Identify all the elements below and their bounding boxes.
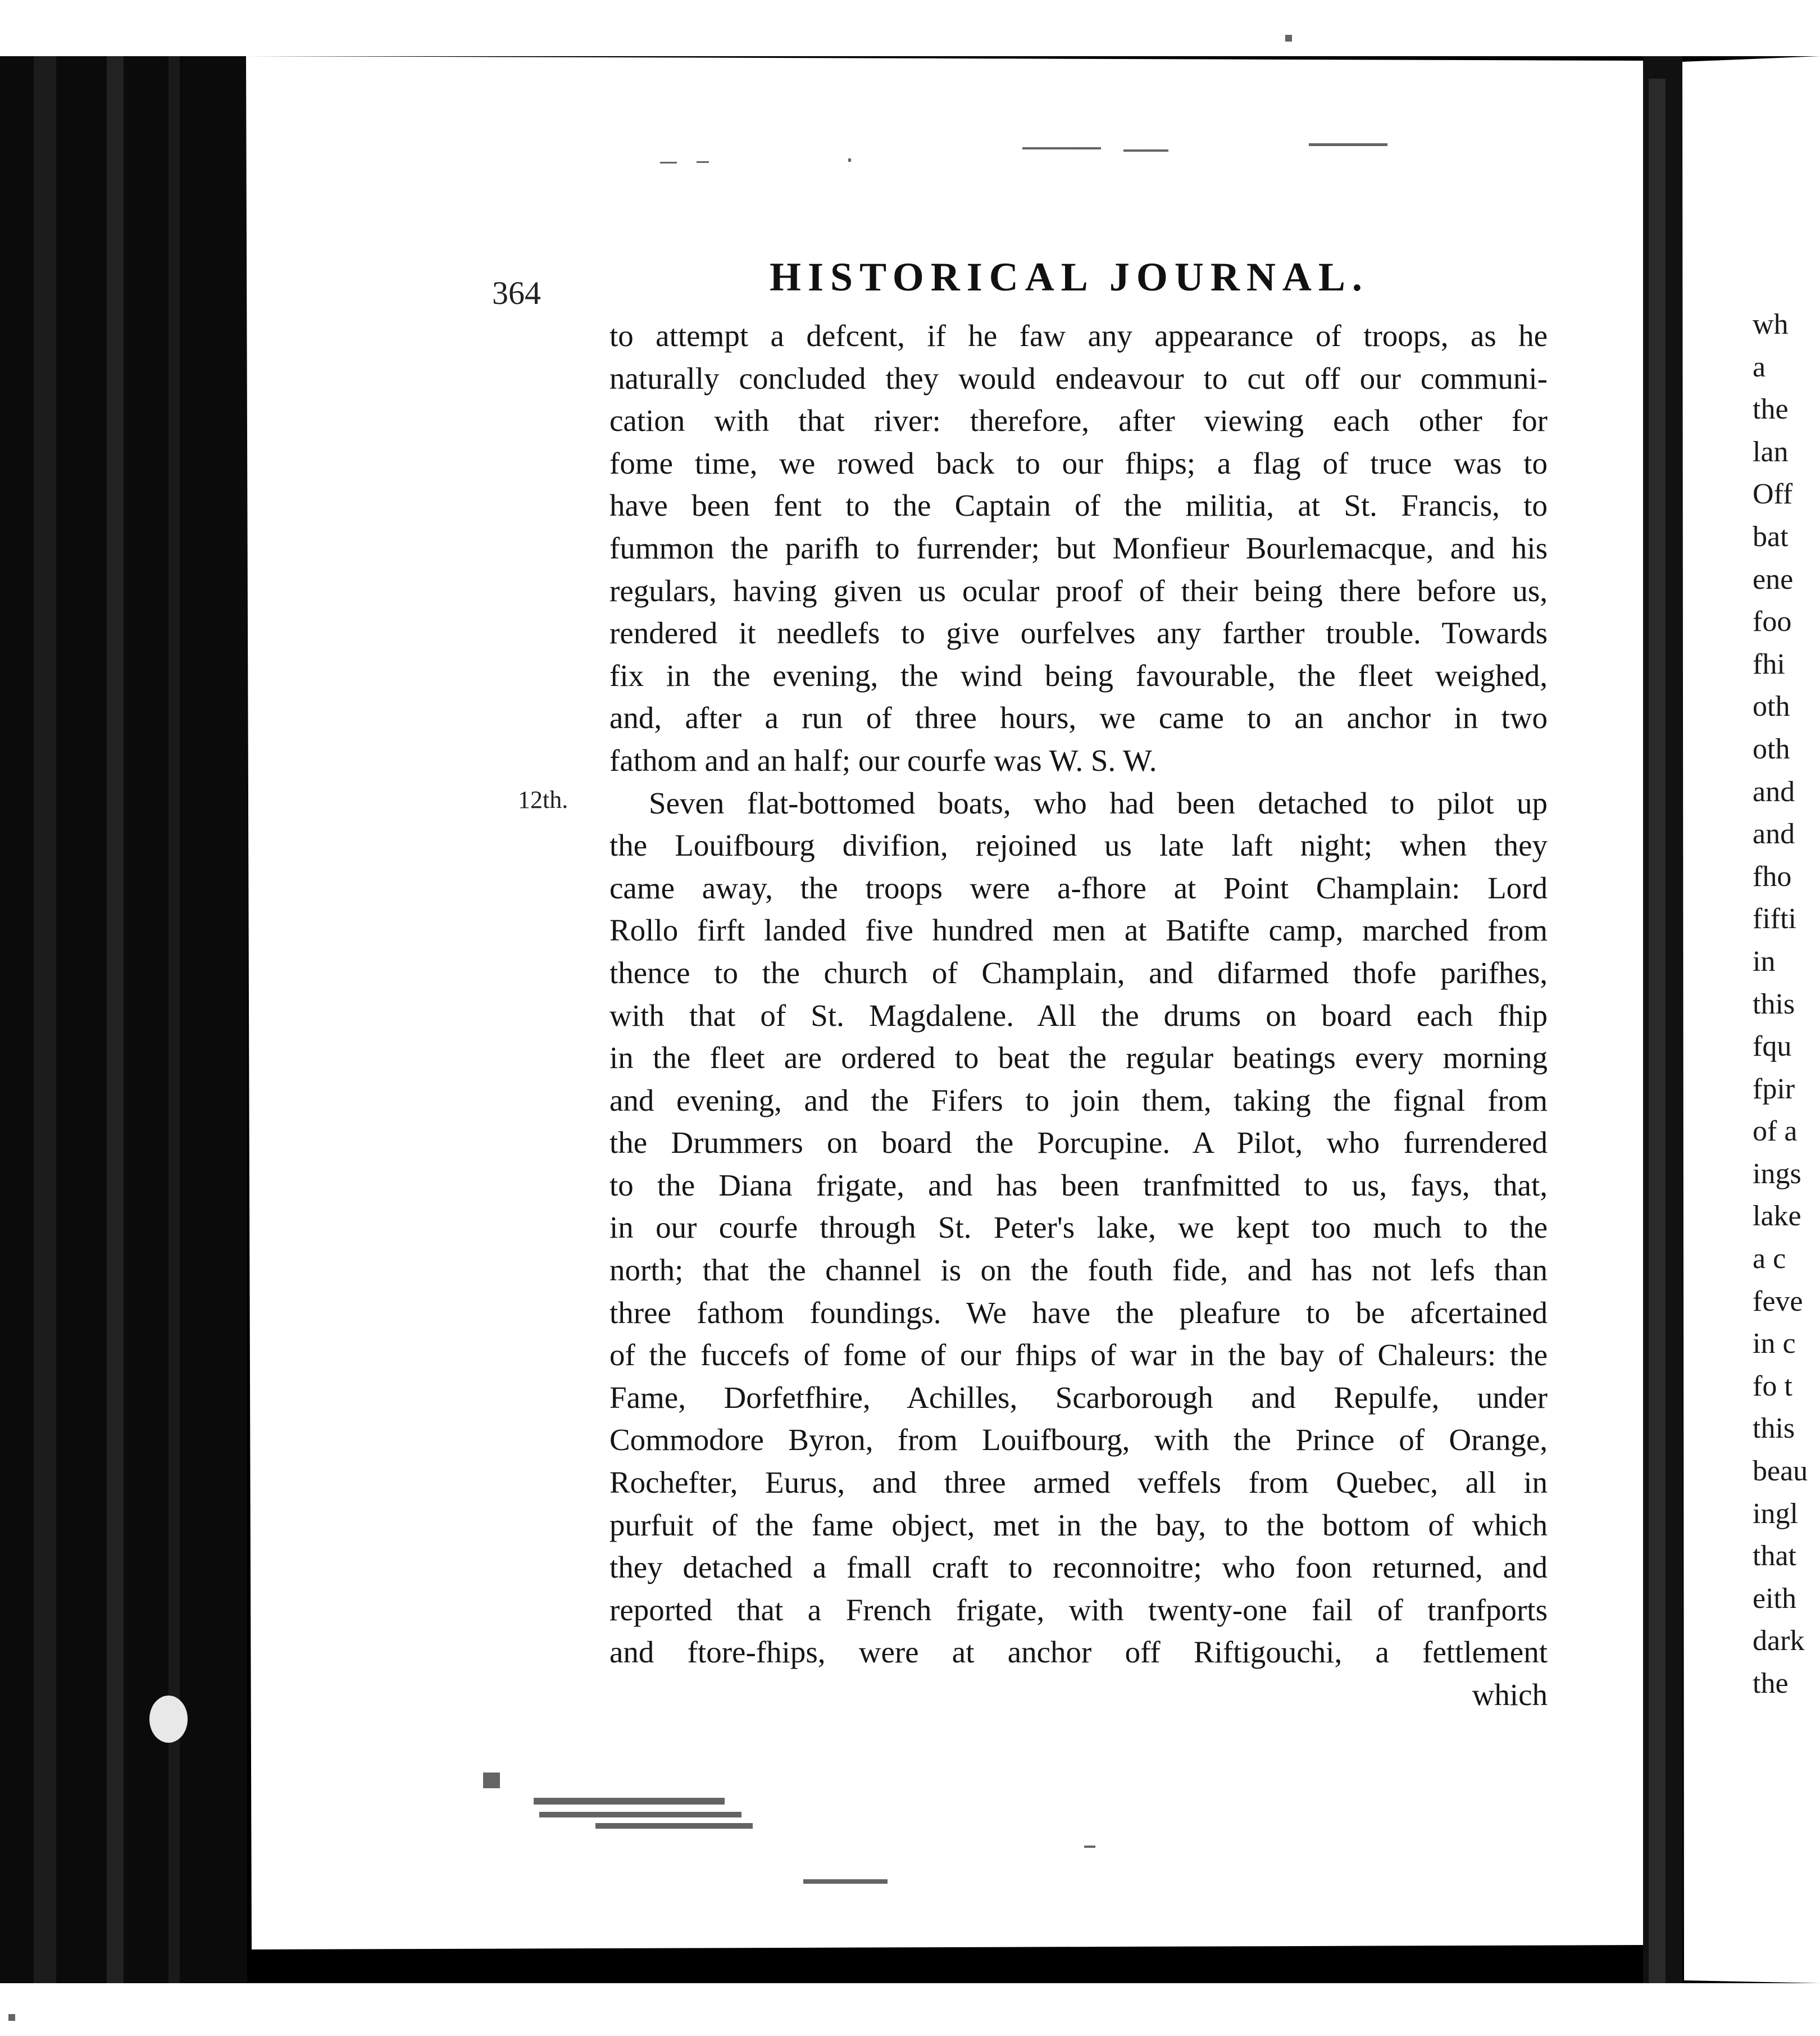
running-title: HISTORICAL JOURNAL. xyxy=(770,254,1369,299)
text-line: cation with that river: therefore, after viewing each other for xyxy=(609,403,1548,438)
text-line: purfuit of the fame object, met in the bay, to the bottom of which xyxy=(609,1507,1548,1542)
facing-page-fragment: that xyxy=(1753,1540,1796,1573)
facing-page-fragment: oth xyxy=(1753,690,1790,723)
text-line: Rollo firft landed five hundred men at Batifte camp, marched from xyxy=(609,913,1548,948)
facing-page-fragment: the xyxy=(1753,1667,1789,1699)
facing-page-fragment: in xyxy=(1753,945,1776,978)
text-line: rendered it needlefs to give ourfelves any farther trouble. Towards xyxy=(609,616,1548,651)
facing-page-fragment: a c xyxy=(1753,1243,1786,1275)
page-body xyxy=(609,315,1548,1716)
facing-page-fragment: ings xyxy=(1753,1157,1801,1190)
text-line: fummon the parifh to furrender; but Monfieur Bourlemacque, and his xyxy=(609,530,1548,565)
facing-page-fragment: ingl xyxy=(1753,1497,1798,1530)
facing-page-fragment: and xyxy=(1753,818,1795,851)
facing-page-fragment: fho xyxy=(1753,860,1792,893)
text-line: Rochefter, Eurus, and three armed veffels from Quebec, all in xyxy=(609,1465,1548,1500)
facing-page-fragment: bat xyxy=(1753,520,1789,553)
text-line: three fathom foundings. We have the pleafure to be afcertained xyxy=(609,1295,1548,1330)
margin-date-note: 12th. xyxy=(518,786,568,814)
text-line: and evening, and the Fifers to join them, taking the fignal from xyxy=(609,1083,1548,1117)
facing-page-fragment: this xyxy=(1753,1412,1795,1445)
text-line: the Drummers on board the Porcupine. A Pilot, who furrendered xyxy=(609,1125,1548,1160)
facing-page-fragment: beau xyxy=(1753,1455,1808,1488)
text-line: Commodore Byron, from Louifbourg, with the Prince of Orange, xyxy=(609,1423,1548,1457)
text-line: to attempt a defcent, if he faw any appearance of troops, as he xyxy=(609,319,1548,353)
text-line: have been fent to the Captain of the militia, at St. Francis, to xyxy=(609,488,1548,523)
text-line: thence to the church of Champlain, and difarmed thofe parifhes, xyxy=(609,955,1548,990)
text-line: fome time, we rowed back to our fhips; a flag of truce was to xyxy=(609,446,1548,480)
text-line: came away, the troops were a-fhore at Point Champlain: Lord xyxy=(609,870,1548,905)
text-line: fix in the evening, the wind being favourable, the fleet weighed, xyxy=(609,658,1548,693)
facing-page-fragment: in c xyxy=(1753,1328,1796,1360)
text-line: the Louifbourg divifion, rejoined us late laft night; when they xyxy=(609,828,1548,863)
top-white-band xyxy=(0,0,1820,56)
facing-page-fragment: lan xyxy=(1753,435,1789,468)
text-line: Fame, Dorfetfhire, Achilles, Scarborough and Repulfe, under xyxy=(609,1380,1548,1415)
facing-page-fragment: foo xyxy=(1753,606,1792,638)
facing-page-fragment: fqu xyxy=(1753,1030,1792,1063)
catchword: which xyxy=(1472,1678,1548,1712)
text-line: regulars, having given us ocular proof of their being there before us, xyxy=(609,573,1548,608)
facing-page-fragment: eith xyxy=(1753,1582,1796,1615)
text-line: they detached a fmall craft to reconnoitre; who foon returned, and xyxy=(609,1550,1548,1585)
text-line: naturally concluded they would endeavour to cut off our communi- xyxy=(609,361,1548,396)
text-line: in our courfe through St. Peter's lake, we kept too much to the xyxy=(609,1210,1548,1245)
facing-page-fragments xyxy=(1753,303,1820,1705)
facing-page-fragment: fo t xyxy=(1753,1370,1792,1402)
facing-page-fragment: dark xyxy=(1753,1625,1805,1657)
facing-page-fragment: wh xyxy=(1753,308,1789,340)
facing-page-fragment: of a xyxy=(1753,1115,1798,1148)
edge-blemish xyxy=(149,1696,188,1743)
text-line: to the Diana frigate, and has been tranfmitted to us, fays, that, xyxy=(609,1167,1548,1202)
facing-page-fragment: a xyxy=(1753,351,1766,383)
facing-page-fragment: oth xyxy=(1753,733,1790,765)
facing-page-fragment: ene xyxy=(1753,563,1794,596)
facing-page-fragment: fhi xyxy=(1753,648,1785,680)
text-line: fathom and an half; our courfe was W. S. W. xyxy=(609,743,1157,778)
facing-page-fragment: the xyxy=(1753,393,1789,426)
text-line: with that of St. Magdalene. All the drums on board each fhip xyxy=(609,998,1548,1033)
text-line: and ftore-fhips, were at anchor off Riftigouchi, a fettlement xyxy=(609,1635,1548,1670)
text-line: Seven flat-bottomed boats, who had been detached to pilot up xyxy=(649,785,1548,820)
bottom-white-band xyxy=(0,1983,1820,2036)
text-line: north; that the channel is on the fouth fide, and has not lefs than xyxy=(609,1253,1548,1288)
facing-page-fragment: feve xyxy=(1753,1285,1803,1317)
text-line: in the fleet are ordered to beat the regular beatings every morning xyxy=(609,1040,1548,1075)
text-line: of the fuccefs of fome of our fhips of war in the bay of Chaleurs: the xyxy=(609,1338,1548,1373)
text-line: and, after a run of three hours, we came to an anchor in two xyxy=(609,701,1548,735)
text-line: reported that a French frigate, with twenty-one fail of tranfports xyxy=(609,1592,1548,1627)
page-number: 364 xyxy=(492,275,541,311)
facing-page-fragment: lake xyxy=(1753,1200,1801,1233)
facing-page-fragment: Off xyxy=(1753,478,1793,511)
facing-page-fragment: and xyxy=(1753,775,1795,808)
facing-page-fragment: fpir xyxy=(1753,1072,1795,1105)
facing-page-fragment: this xyxy=(1753,988,1795,1020)
facing-page-fragment: fifti xyxy=(1753,903,1796,935)
